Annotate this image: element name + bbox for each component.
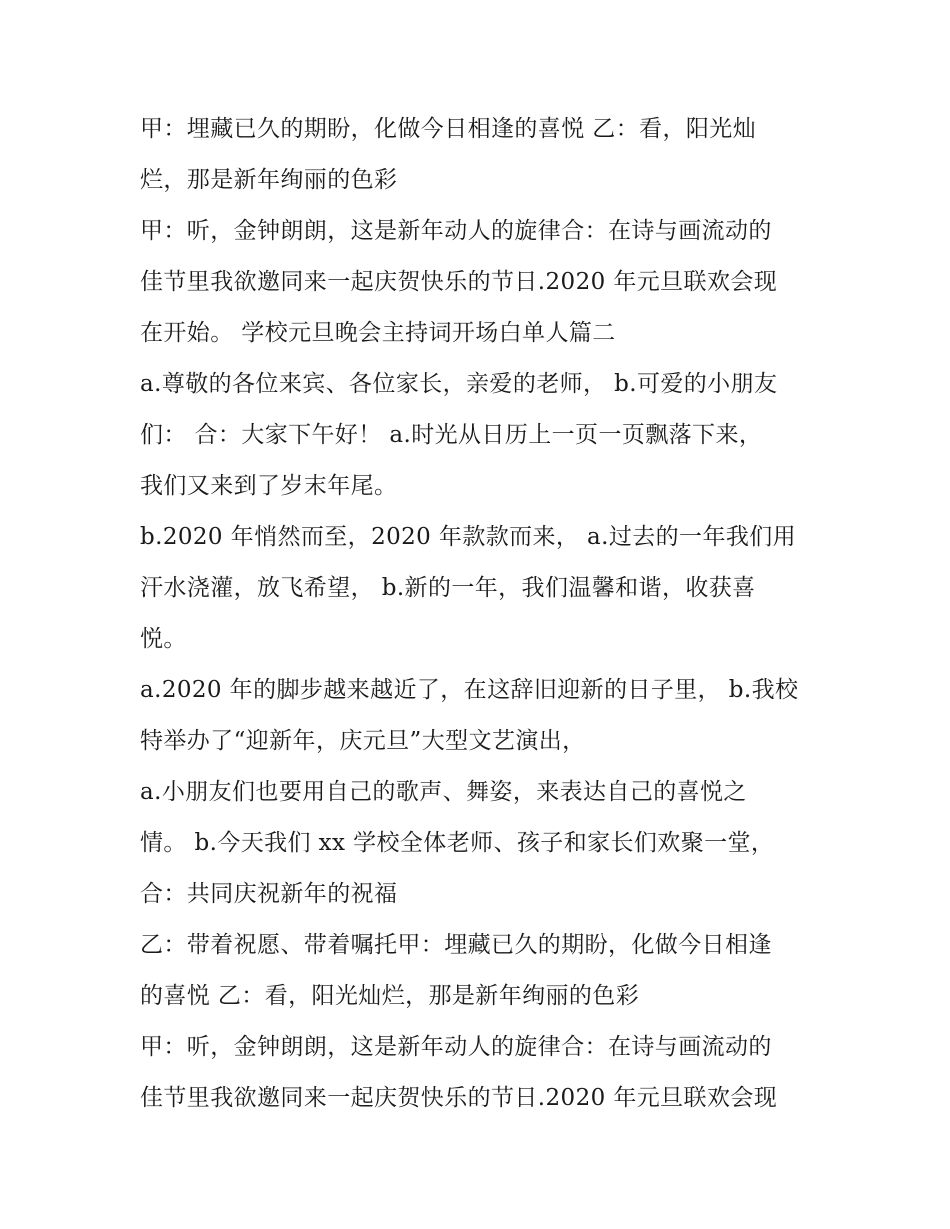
document-body [140, 104, 820, 1124]
text-line: 情。 b.今天我们 xx 学校全体老师、孩子和家长们欢聚一堂， [140, 830, 775, 856]
text-line: 我们又来到了岁末年尾。 [140, 473, 398, 499]
text-line: 甲：听，金钟朗朗，这是新年动人的旋律合：在诗与画流动的 [140, 1034, 772, 1060]
text-line: a.小朋友们也要用自己的歌声、舞姿，来表达自己的喜悦之 [140, 779, 747, 805]
text-line: 特举办了“迎新年，庆元旦”大型文艺演出， [140, 728, 586, 754]
text-line: 佳节里我欲邀同来一起庆贺快乐的节日.2020 年元旦联欢会现 [140, 269, 778, 295]
text-line: 汗水浇灌，放飞希望， b.新的一年，我们温馨和谐，收获喜 [140, 575, 756, 601]
text-line: 们： 合：大家下午好！ a.时光从日历上一页一页飘落下来， [140, 422, 763, 448]
text-line: 在开始。 学校元旦晚会主持词开场白单人篇二 [140, 320, 616, 346]
text-line: 乙：带着祝愿、带着嘱托甲：埋藏已久的期盼，化做今日相逢 [140, 932, 772, 958]
text-line: 的喜悦 乙：看，阳光灿烂，那是新年绚丽的色彩 [140, 983, 640, 1009]
text-line: 佳节里我欲邀同来一起庆贺快乐的节日.2020 年元旦联欢会现 [140, 1085, 778, 1111]
text-line: a.尊敬的各位来宾、各位家长，亲爱的老师， b.可爱的小朋友 [140, 371, 778, 397]
text-line: 甲：埋藏已久的期盼，化做今日相逢的喜悦 乙：看，阳光灿 [140, 116, 757, 142]
text-line: a.2020 年的脚步越来越近了，在这辞旧迎新的日子里， b.我校 [140, 677, 799, 703]
text-line: b.2020 年悄然而至，2020 年款款而来， a.过去的一年我们用 [140, 524, 797, 550]
text-line: 合：共同庆祝新年的祝福 [140, 881, 398, 907]
text-line: 悦。 [140, 626, 187, 652]
text-line: 烂，那是新年绚丽的色彩 [140, 167, 398, 193]
text-line: 甲：听，金钟朗朗，这是新年动人的旋律合：在诗与画流动的 [140, 218, 772, 244]
